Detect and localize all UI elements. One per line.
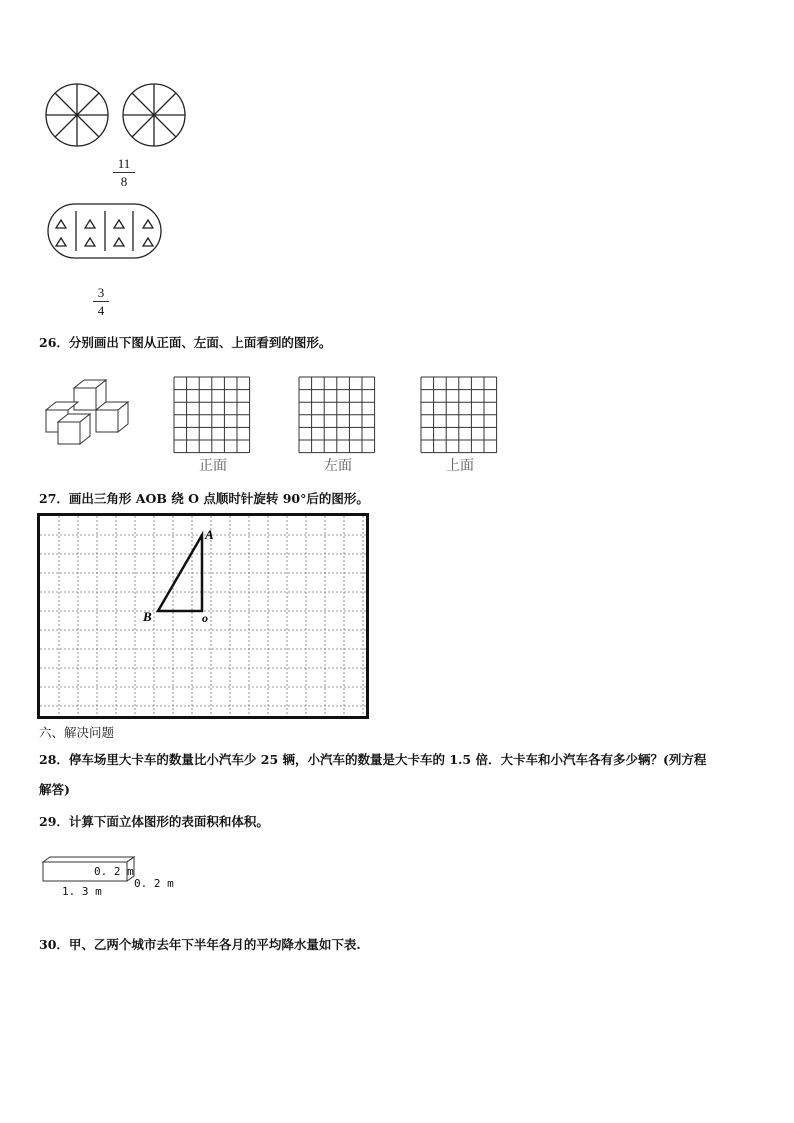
fraction-3-4 — [93, 285, 109, 318]
rotation-grid-figure[interactable] — [37, 513, 369, 719]
stacked-cubes-figure — [44, 378, 136, 448]
front-view-label: 正面 — [199, 458, 227, 474]
section-title: 六、解决问题 — [39, 725, 115, 740]
dimension-length: 1. 3 m — [62, 885, 102, 898]
question-29: 29．计算下面立体图形的表面积和体积。 — [39, 814, 269, 829]
numerator: 11 — [117, 156, 131, 171]
top-view-label: 上面 — [446, 458, 474, 474]
label-a: A — [205, 527, 214, 542]
question-30: 30．甲、乙两个城市去年下半年各月的平均降水量如下表. — [39, 937, 361, 952]
triangle-groups-figure — [47, 202, 163, 262]
left-view-grid[interactable] — [298, 376, 378, 456]
question-28-line2: 解答) — [39, 782, 70, 797]
front-view-grid[interactable] — [173, 376, 253, 456]
dimension-width: 0. 2 m — [94, 865, 134, 878]
denominator: 8 — [120, 174, 128, 189]
denominator: 4 — [97, 303, 105, 318]
fraction-11-8 — [113, 156, 135, 189]
top-view-grid[interactable] — [420, 376, 500, 456]
question-27: 27．画出三角形 AOB 绕 O 点顺时针旋转 90°后的图形。 — [39, 491, 369, 506]
label-o: o — [202, 611, 208, 625]
question-28-line1: 28．停车场里大卡车的数量比小汽车少 25 辆，小汽车的数量是大卡车的 1.5 倍．大卡车和小汽车各有多少辆？(列方程 — [39, 752, 707, 767]
question-26: 26．分别画出下图从正面、左面、上面看到的图形。 — [39, 335, 332, 350]
fraction-circles-figure — [44, 82, 194, 150]
left-view-label: 左面 — [324, 458, 352, 474]
numerator: 3 — [97, 285, 105, 300]
label-b: B — [143, 609, 152, 624]
dimension-height: 0. 2 m — [134, 877, 174, 890]
